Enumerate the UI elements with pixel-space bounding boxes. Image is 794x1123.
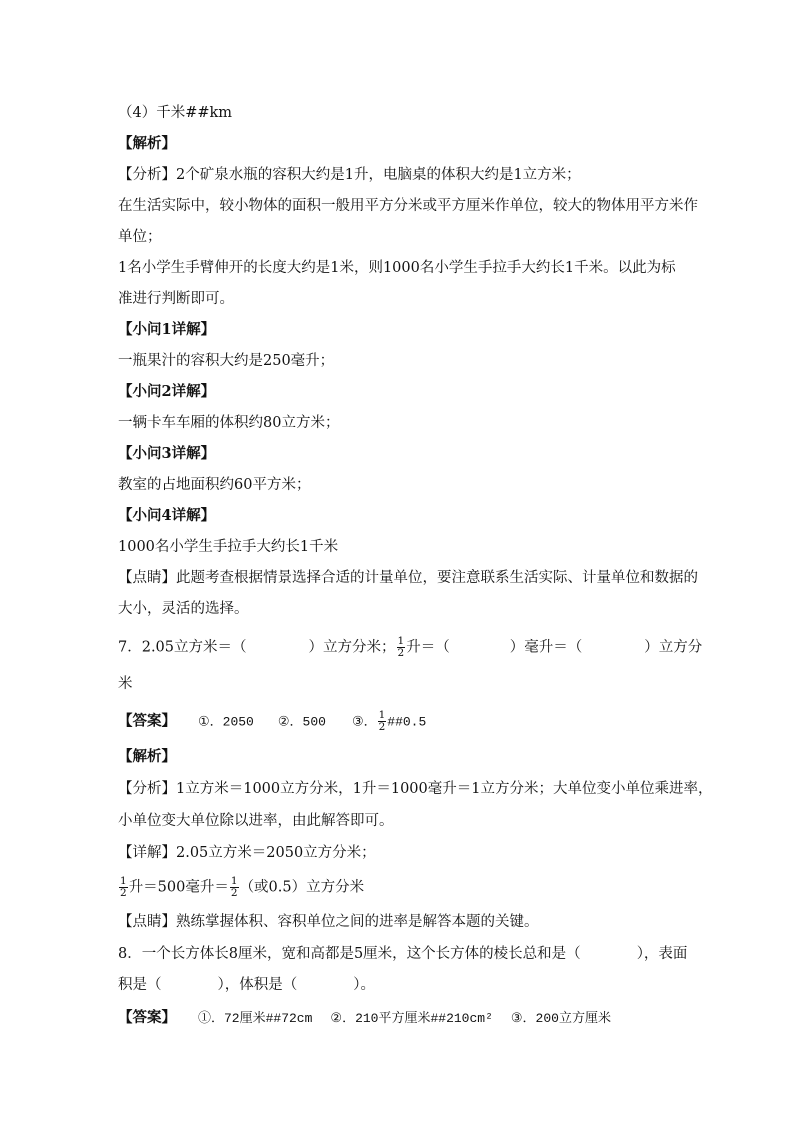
q7-xiangjie-line-2 <box>118 876 364 899</box>
q8-stem-part-2c: ）。 <box>353 977 375 993</box>
q7-answer-3-suffix: ##0.5 <box>387 714 427 730</box>
q6-xiaowen4-body: 1000名小学生手拉手大约长1千米 <box>118 539 339 555</box>
q8-stem-part-1a: 8．一个长方体长8厘米，宽和高都是5厘米，这个长方体的棱长总和是（ <box>118 946 581 962</box>
q6-xiaowen3-body: 教室的占地面积约60平方米； <box>118 477 311 493</box>
q8-answer-label: 【答案】 <box>118 1009 176 1026</box>
q6-xiaowen4-heading: 【小问4详解】 <box>118 507 216 524</box>
q7-xiangjie-part-b: （或0.5）立方分米 <box>239 879 365 896</box>
q7-answer-label: 【答案】 <box>118 712 176 730</box>
q7-fenxi-line-1: 【分析】1立方米＝1000立方分米，1升＝1000毫升＝1立方分米；大单位变小单位乘进率， <box>118 781 713 797</box>
q6-xiaowen2-body: 一辆卡车车厢的体积约80立方米； <box>118 415 340 431</box>
q8-answer-line <box>118 1008 611 1029</box>
q7-answer-line <box>118 710 426 733</box>
q7-answer-3-frac-den: 2 <box>378 721 386 733</box>
q7-fraction-den: 2 <box>397 647 405 659</box>
q7-answer-3-fraction <box>378 710 387 733</box>
q6-fenxi-line-4: 1名小学生手臂伸开的长度大约是1米，则1000名小学生手拉手大约长1千米。以此为标 <box>118 260 676 276</box>
q6-xiaowen1-body: 一瓶果汁的容积大约是250毫升； <box>118 353 335 369</box>
q7-stem-part-a: 7．2.05立方米＝（ <box>118 639 247 656</box>
q6-xiaowen3-heading: 【小问3详解】 <box>118 445 216 462</box>
q7-answer-1: ①．2050 <box>198 714 254 730</box>
q7-stem-part-d: ）毫升＝（ <box>509 639 583 656</box>
q7-stem-part-e: ）立方分 <box>644 639 703 656</box>
q6-fenxi-line-3: 单位； <box>118 229 162 245</box>
q7-xiangjie-part-a: 升＝500毫升＝ <box>128 879 229 896</box>
q7-stem-part-c: 升＝（ <box>406 639 450 656</box>
q7-xiangjie-fraction-2 <box>230 876 239 899</box>
q8-answer-1: ①．72厘米##72cm <box>198 1011 313 1026</box>
q6-fenxi-line-5: 准进行判断即可。 <box>118 291 234 307</box>
q7-xiangjie-frac2-num: 1 <box>230 875 238 887</box>
q7-xiangjie-fraction-1 <box>119 876 128 899</box>
q6-fenxi-line-1: 【分析】2个矿泉水瓶的容积大约是1升，电脑桌的体积大约是1立方米； <box>118 167 581 183</box>
q7-answer-3-frac-num: 1 <box>378 709 386 721</box>
q7-answer-2: ②．500 <box>277 714 326 730</box>
q7-dianjing: 【点睛】熟练掌握体积、容积单位之间的进率是解答本题的关键。 <box>118 914 539 930</box>
q7-fraction-half <box>397 636 406 659</box>
q6-xiaowen1-heading: 【小问1详解】 <box>118 321 216 338</box>
q7-stem-line-1 <box>118 636 702 659</box>
q7-jiexi-heading: 【解析】 <box>118 748 176 765</box>
q8-answer-2: ②．210平方厘米##210cm² <box>330 1011 493 1026</box>
q8-stem-part-2a: 积是（ <box>118 977 162 993</box>
q7-stem-part-b: ）立方分米； <box>308 639 396 656</box>
q7-fraction-num: 1 <box>397 635 405 647</box>
q8-stem-line-1 <box>118 944 687 964</box>
q7-xiangjie-frac1-num: 1 <box>120 875 127 887</box>
q7-fenxi-line-2: 小单位变大单位除以进率，由此解答即可。 <box>118 813 394 829</box>
q8-stem-part-1b: ），表面 <box>636 946 688 962</box>
q7-answer-3-prefix: ③． <box>351 714 377 730</box>
q6-fenxi-line-2: 在生活实际中，较小物体的面积一般用平方分米或平方厘米作单位，较大的物体用平方米作 <box>118 198 698 214</box>
q6-dianjing-line-1: 【点睛】此题考查根据情景选择合适的计量单位，要注意联系生活实际、计量单位和数据的 <box>118 570 698 586</box>
q6-xiaowen2-heading: 【小问2详解】 <box>118 383 216 400</box>
q8-stem-part-2b: ），体积是（ <box>217 977 298 993</box>
q6-jiexi-heading: 【解析】 <box>118 135 176 152</box>
q8-stem-line-2 <box>118 975 375 995</box>
q7-stem-line-2: 米 <box>118 676 133 692</box>
q7-xiangjie-frac1-den: 2 <box>120 887 127 899</box>
q7-xiangjie-frac2-den: 2 <box>230 887 238 899</box>
q6-dianjing-line-2: 大小，灵活的选择。 <box>118 601 249 617</box>
q6-part4-answer: （4）千米##km <box>118 105 233 121</box>
q8-answer-3: ③．200立方厘米 <box>510 1011 611 1026</box>
q7-xiangjie-line-1: 【详解】2.05立方米＝2050立方分米； <box>118 845 376 861</box>
